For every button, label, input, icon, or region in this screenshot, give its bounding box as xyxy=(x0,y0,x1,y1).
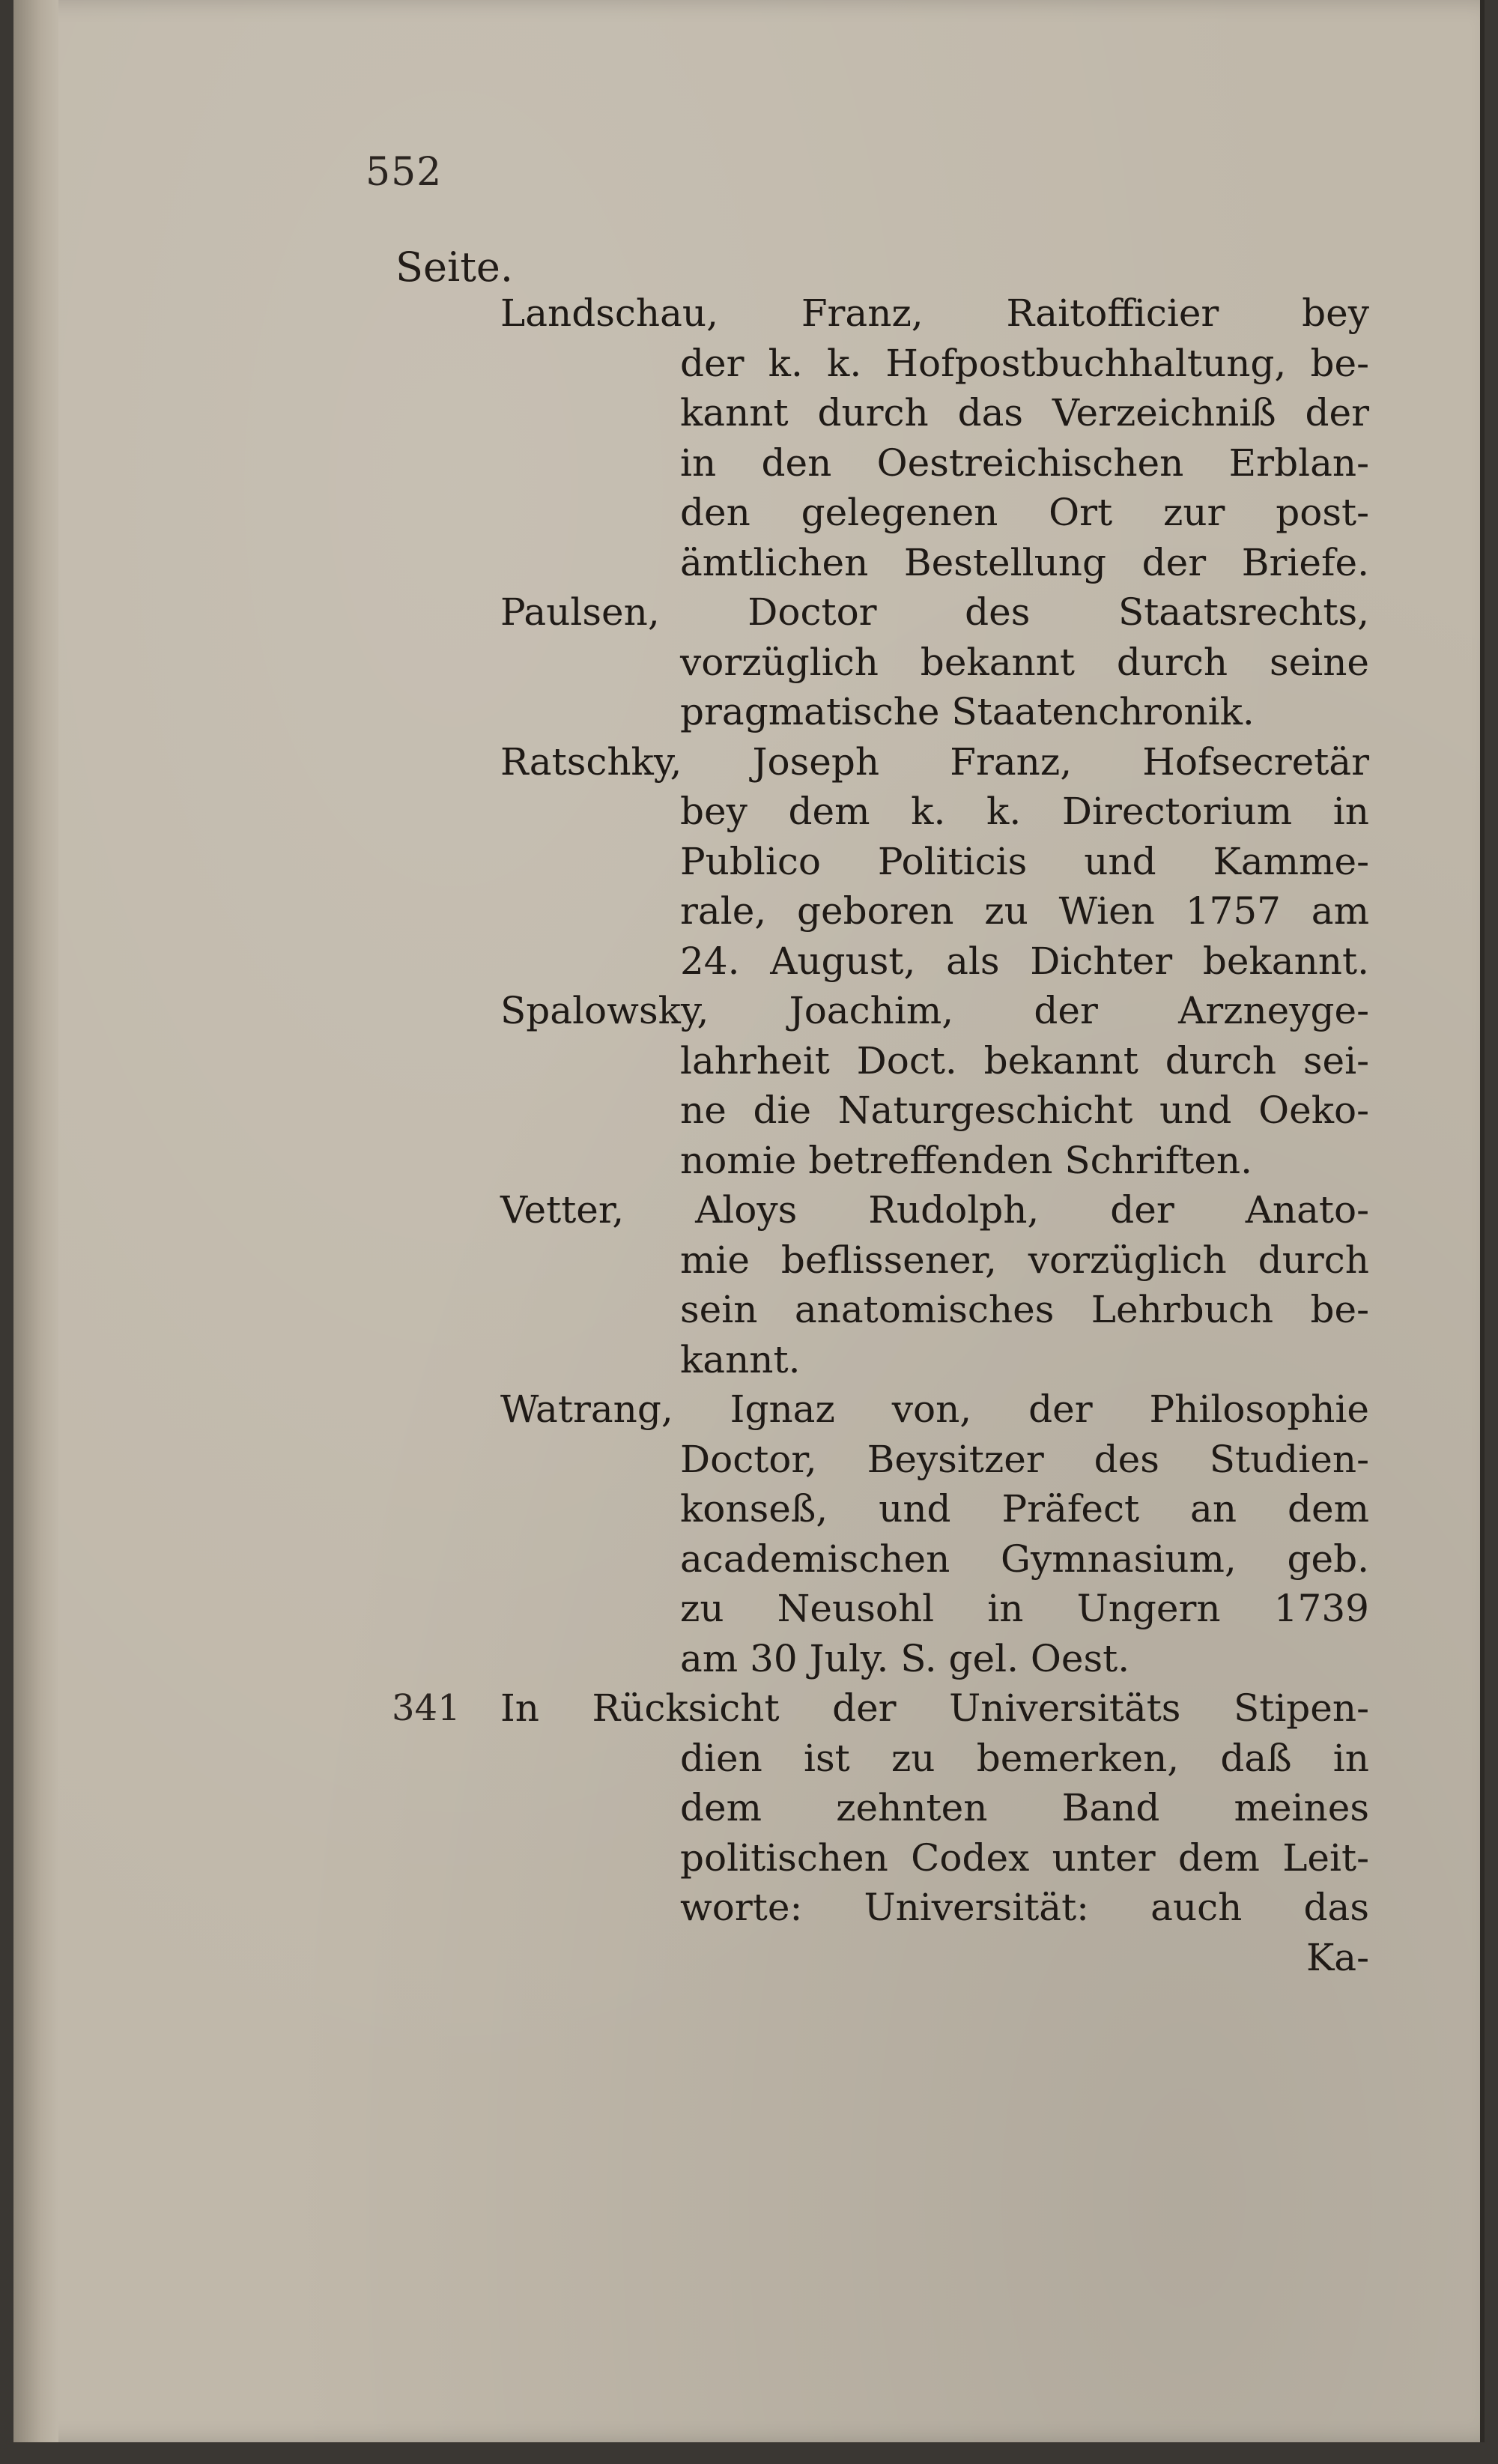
entry-line: Spalowsky, Joachim, der Arzneyge- xyxy=(500,989,1369,1032)
entry-line: mie beflissener, vorzüglich durch xyxy=(680,1238,1369,1282)
section-341 xyxy=(392,1683,1369,1982)
entry-line: Watrang, Ignaz von, der Philosophie xyxy=(500,1387,1369,1431)
entry-line: der k. k. Hofpostbuchhaltung, be- xyxy=(680,341,1369,385)
entry-line: pragmatische Staatenchronik. xyxy=(680,690,1255,733)
entry-line: Vetter, Aloys Rudolph, der Anato- xyxy=(500,1188,1369,1232)
catchword: Ka- xyxy=(1306,1935,1369,1979)
entry-line: vorzüglich bekannt durch seine xyxy=(680,640,1369,684)
entry-landschau xyxy=(500,288,1369,587)
page-gutter xyxy=(13,0,58,2442)
entry-line: Ratschky, Joseph Franz, Hofsecretär xyxy=(500,739,1369,784)
column-label: Seite. xyxy=(395,243,514,291)
entry-spalowsky xyxy=(500,986,1369,1185)
entry-line: in den Oestreichischen Erblan- xyxy=(680,441,1369,485)
entry-line: konseß, und Präfect an dem xyxy=(680,1487,1369,1531)
section-line: worte: Universität: auch das xyxy=(680,1886,1369,1929)
entry-line: Doctor, Beysitzer des Studien- xyxy=(680,1437,1369,1481)
entry-line: academischen Gymnasium, geb. xyxy=(680,1537,1369,1581)
entry-list xyxy=(392,288,1369,1982)
section-line: dien ist zu bemerken, daß in xyxy=(680,1736,1369,1780)
entry-paulsen xyxy=(500,587,1369,737)
entry-vetter xyxy=(500,1185,1369,1384)
section-line: politischen Codex unter dem Leit- xyxy=(680,1835,1369,1880)
entry-line: Paulsen, Doctor des Staatsrechts, xyxy=(500,590,1369,634)
page-number: 552 xyxy=(366,150,443,195)
entry-line: bey dem k. k. Directorium in xyxy=(680,790,1369,833)
entry-line: Landschau, Franz, Raitofficier bey xyxy=(500,291,1369,335)
book-page xyxy=(13,0,1485,2442)
section-line-text: In Rücksicht der Universitäts Stipen- xyxy=(500,1686,1369,1730)
entry-line: zu Neusohl in Ungern 1739 xyxy=(680,1587,1369,1630)
entry-line: lahrheit Doct. bekannt durch sei- xyxy=(680,1038,1369,1083)
entry-ratschky xyxy=(500,737,1369,987)
entry-line: nomie betreffenden Schriften. xyxy=(680,1138,1253,1182)
entry-watrang xyxy=(500,1384,1369,1683)
entry-line: ne die Naturgeschicht und Oeko- xyxy=(680,1089,1369,1132)
entry-line: ämtlichen Bestellung der Briefe. xyxy=(680,540,1369,584)
entry-line: den gelegenen Ort zur post- xyxy=(680,491,1369,534)
entry-line: sein anatomisches Lehrbuch be- xyxy=(680,1288,1369,1331)
entry-line: rale, geboren zu Wien 1757 am xyxy=(680,889,1369,933)
section-number: 341 xyxy=(392,1687,461,1729)
entry-line: kannt durch das Verzeichniß der xyxy=(680,391,1369,435)
section-line: dem zehnten Band meines xyxy=(680,1786,1369,1829)
entry-line: Publico Politicis und Kamme- xyxy=(680,839,1369,883)
entry-line: am 30 July. S. gel. Oest. xyxy=(680,1636,1130,1680)
entry-line: 24. August, als Dichter bekannt. xyxy=(680,939,1369,983)
section-first-line xyxy=(392,1683,1369,1734)
entry-line: kannt. xyxy=(680,1337,801,1381)
